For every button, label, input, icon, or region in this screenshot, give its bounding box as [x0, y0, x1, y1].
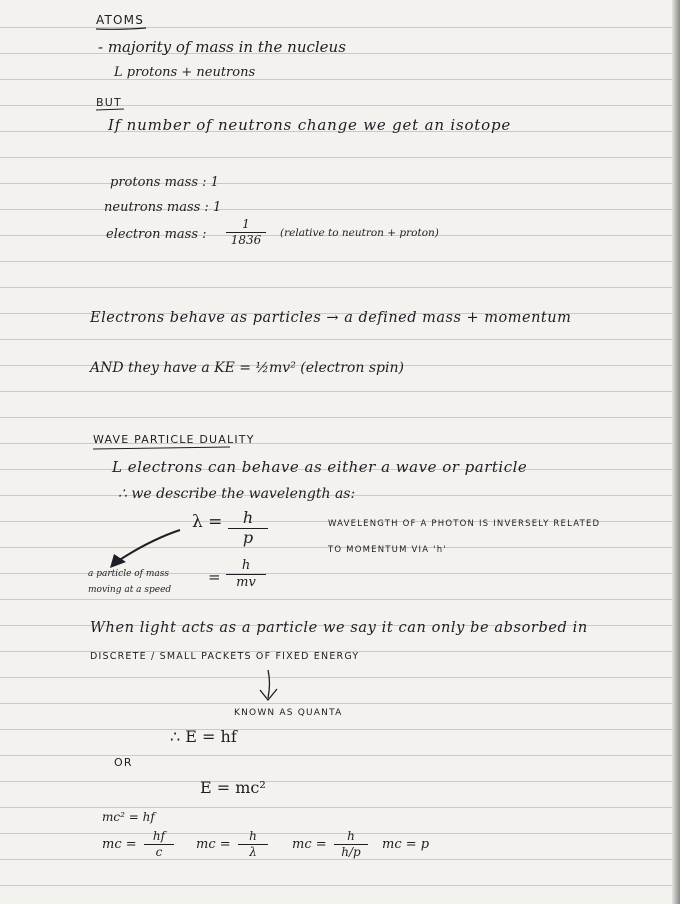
mv-denominator: mv — [236, 574, 256, 590]
mc-h-lambda-numerator: h — [249, 829, 257, 843]
bullet-mass: - majority of mass in the nucleus — [98, 38, 346, 56]
but-underline — [96, 109, 124, 110]
mc-h-hp-lhs: mc = — [292, 837, 327, 852]
curved-arrow — [118, 530, 180, 561]
isotope-line: If number of neutrons change we get an isotope — [108, 116, 512, 134]
mc-hf-lhs: mc = — [102, 837, 137, 852]
lambda-numerator: h — [242, 508, 254, 527]
wave-sub: L electrons can behave as either a wave or particle — [112, 458, 528, 476]
particle-note-2: moving at a speed — [88, 585, 172, 595]
particles-line: Electrons behave as particles → a defined mass + momentum — [90, 310, 572, 326]
sub-protons-neutrons: L protons + neutrons — [114, 65, 256, 80]
proton-mass: protons mass : 1 — [110, 175, 219, 190]
electron-mass-note: (relative to neutron + proton) — [280, 227, 439, 239]
wave-heading-underline — [93, 447, 230, 449]
electron-mass-numerator: 1 — [242, 217, 250, 231]
mc-h-lambda-lhs: mc = — [196, 837, 231, 852]
lambda-denominator: p — [242, 527, 254, 547]
electron-mass-label: electron mass : — [106, 227, 207, 242]
mc-hf-numerator: hf — [152, 829, 166, 843]
wave-heading: WAVE PARTICLE DUALITY — [93, 433, 255, 446]
mc-p: mc = p — [382, 837, 430, 852]
neutron-mass: neutrons mass : 1 — [104, 200, 222, 215]
mc-h-lambda-denominator: λ — [249, 844, 257, 859]
light-line: When light acts as a particle we say it can only be absorbed in — [90, 620, 588, 636]
mv-equals: = — [208, 568, 221, 586]
e-mc2: E = mc² — [200, 778, 266, 797]
electron-mass-denominator: 1836 — [230, 232, 262, 247]
down-arrow — [268, 670, 270, 698]
heading-atoms: ATOMS — [96, 13, 145, 27]
mv-numerator: h — [241, 558, 251, 573]
photon-note-1: WAVELENGTH OF A PHOTON IS INVERSELY RELATED — [328, 519, 601, 529]
discrete-line: DISCRETE / SMALL PACKETS OF FIXED ENERGY — [90, 651, 360, 662]
mc-h-hp-denominator: h/p — [341, 844, 361, 859]
or-label: OR — [114, 756, 133, 769]
but-label: BUT — [96, 96, 122, 109]
describe-line: ∴ we describe the wavelength as: — [118, 486, 356, 502]
ke-line: AND they have a KE = ½mv² (electron spin) — [90, 360, 404, 376]
mc-hf-denominator: c — [155, 844, 163, 859]
curved-arrow-head — [110, 554, 126, 568]
mc2-hf: mc² = hf — [102, 810, 155, 824]
mc-h-hp-numerator: h — [347, 829, 355, 843]
e-hf: ∴ E = hf — [170, 727, 237, 746]
electron-mass-fraction — [226, 218, 266, 246]
quanta-line: KNOWN AS QUANTA — [234, 708, 343, 718]
lambda-fraction — [228, 510, 268, 547]
photon-note-2: TO MOMENTUM VIA 'h' — [328, 545, 447, 555]
mc-h-hp-fraction — [334, 830, 368, 858]
lambda-lhs: λ = — [192, 512, 223, 532]
mv-fraction — [226, 559, 266, 589]
mc-hf-fraction — [144, 830, 174, 858]
particle-note-1: a particle of mass — [88, 569, 170, 579]
mc-h-lambda-fraction — [238, 830, 268, 858]
heading-underline — [96, 28, 146, 29]
